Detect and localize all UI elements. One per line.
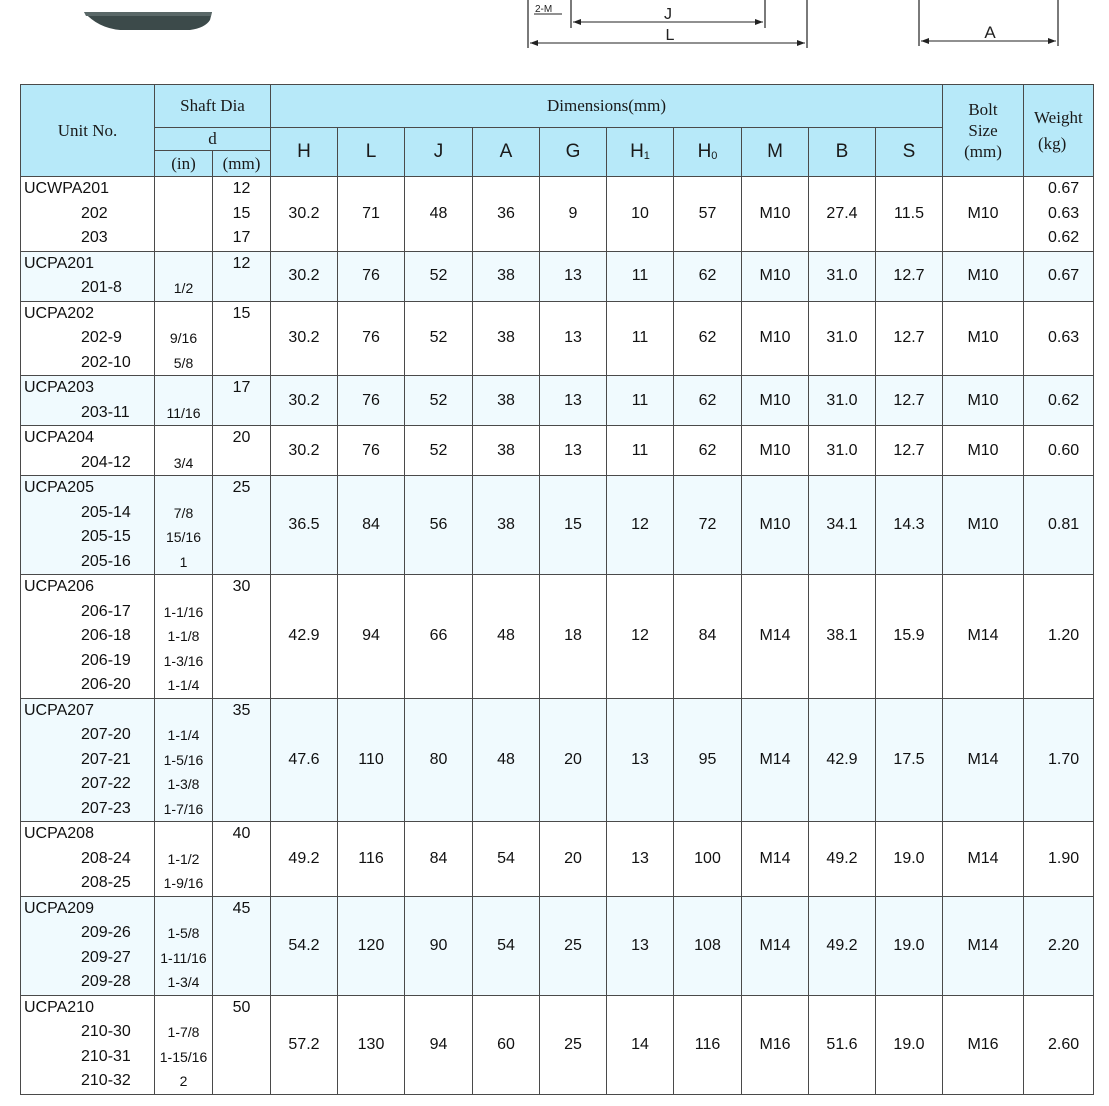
shaft-inch: 1/2: [173, 280, 194, 296]
unit-no-cell: [21, 896, 155, 995]
dim-h-cell: 47.6: [271, 698, 338, 822]
dim-a-cell: 38: [473, 376, 540, 426]
dim-m-cell: M16: [742, 995, 809, 1094]
shaft-inch-cell: [155, 376, 213, 426]
dim-a-cell: 48: [473, 698, 540, 822]
unit-no-cell: [21, 376, 155, 426]
dim-l-cell: 76: [338, 251, 405, 301]
bolt-size-cell: M10: [943, 376, 1024, 426]
table-body: [21, 177, 1094, 1095]
dim-b-cell: 38.1: [809, 575, 876, 699]
bolt-size-cell: M16: [943, 995, 1024, 1094]
shaft-inch: 1-5/16: [163, 751, 204, 768]
shaft-inch: 15/16: [165, 529, 202, 545]
table-row: [21, 698, 1094, 822]
dim-j-cell: 90: [405, 896, 473, 995]
shaft-inch: 1-1/2: [167, 850, 200, 867]
dim-s-cell: 15.9: [876, 575, 943, 699]
shaft-inch: 1-3/4: [167, 974, 200, 990]
header-dim-j: J: [405, 128, 473, 177]
bolt-size-cell: M10: [943, 426, 1024, 476]
shaft-inch: 1-7/8: [167, 1024, 200, 1040]
shaft-mm: 15: [232, 304, 251, 322]
dim-b-cell: 51.6: [809, 995, 876, 1094]
dim-h0-cell: 95: [674, 698, 742, 822]
shaft-inch: 1-7/16: [163, 800, 204, 817]
shaft-inch: 1-3/16: [163, 652, 204, 669]
dim-l-cell: 84: [338, 476, 405, 575]
dim-h1-cell: 13: [607, 822, 674, 897]
dim-l-cell: 76: [338, 301, 405, 376]
shaft-inch-cell: [155, 251, 213, 301]
dim-h1-cell: 14: [607, 995, 674, 1094]
dim-b-cell: 27.4: [809, 177, 876, 252]
dim-a-cell: 38: [473, 301, 540, 376]
header-dim-l: L: [338, 128, 405, 177]
shaft-inch: 5/8: [173, 354, 194, 371]
header-in: (in): [155, 151, 213, 177]
dim-j-cell: 66: [405, 575, 473, 699]
unit-no: 206-17: [81, 602, 131, 620]
dim-g-cell: 13: [540, 301, 607, 376]
unit-no: 206-20: [81, 676, 131, 693]
dim-h-cell: 49.2: [271, 822, 338, 897]
unit-no: 206-18: [81, 627, 131, 644]
dim-h1-cell: 11: [607, 301, 674, 376]
shaft-mm-cell: [213, 251, 271, 301]
dim-b-cell: 31.0: [809, 301, 876, 376]
dim-l-cell: 76: [338, 426, 405, 476]
dim-a-label: A: [984, 23, 996, 42]
weight-cell: 0.67: [1024, 251, 1094, 301]
unit-no-cell: [21, 426, 155, 476]
weight-cell: 1.70: [1024, 698, 1094, 822]
dim-h0-cell: 62: [674, 426, 742, 476]
shaft-inch-cell: [155, 575, 213, 699]
header-dim-h0: $H_0$: [674, 128, 742, 177]
unit-no: 209-28: [81, 973, 131, 990]
bolt-size-cell: M14: [943, 822, 1024, 897]
dim-a-cell: 54: [473, 896, 540, 995]
shaft-mm: 15: [232, 204, 251, 222]
weight-cell: 0.62: [1024, 376, 1094, 426]
table-row: [21, 301, 1094, 376]
unit-no-cell: [21, 575, 155, 699]
shaft-inch: 3/4: [173, 454, 194, 471]
dim-j-label: J: [664, 6, 672, 23]
table-row: [21, 575, 1094, 699]
dim-j-cell: 52: [405, 426, 473, 476]
shaft-inch: 7/8: [173, 504, 194, 521]
dim-g-cell: 20: [540, 698, 607, 822]
unit-no-cell: [21, 177, 155, 252]
dim-j-cell: 80: [405, 698, 473, 822]
weight-value: 0.67: [1048, 180, 1080, 197]
shaft-mm: 45: [232, 899, 251, 917]
shaft-inch-cell: [155, 995, 213, 1094]
table-row: [21, 476, 1094, 575]
dimension-drawing: [0, 0, 1109, 80]
unit-no: 202-9: [81, 329, 122, 346]
dim-g-cell: 18: [540, 575, 607, 699]
weight-cell: 2.60: [1024, 995, 1094, 1094]
bolt-size-cell: M14: [943, 698, 1024, 822]
dim-m-cell: M10: [742, 426, 809, 476]
unit-no: 207-22: [81, 775, 131, 792]
unit-no: 209-27: [81, 948, 131, 966]
unit-no: 206-19: [81, 651, 131, 669]
dim-j-cell: 52: [405, 301, 473, 376]
dim-b-cell: 31.0: [809, 426, 876, 476]
unit-no-cell: [21, 995, 155, 1094]
unit-no: 205-15: [81, 528, 131, 545]
dim-m-cell: M10: [742, 376, 809, 426]
unit-no: 205-14: [81, 503, 131, 521]
unit-no: 202: [81, 204, 108, 222]
dim-m-cell: M14: [742, 896, 809, 995]
dim-m-cell: M10: [742, 177, 809, 252]
table-row: [21, 376, 1094, 426]
dim-h-cell: 30.2: [271, 301, 338, 376]
dim-j-cell: 52: [405, 251, 473, 301]
header-dim-a: A: [473, 128, 540, 177]
dim-h0-cell: 100: [674, 822, 742, 897]
header-dimensions: Dimensions(mm): [271, 85, 943, 128]
dim-h1-cell: 13: [607, 698, 674, 822]
weight-cell: 2.20: [1024, 896, 1094, 995]
unit-no: 208-25: [81, 874, 131, 891]
table-row: [21, 822, 1094, 897]
dim-l-cell: 71: [338, 177, 405, 252]
shaft-mm-cell: [213, 995, 271, 1094]
weight-cell: 0.60: [1024, 426, 1094, 476]
shaft-mm: 35: [232, 701, 251, 719]
dim-h0-cell: 62: [674, 251, 742, 301]
dim-h-cell: 30.2: [271, 426, 338, 476]
weight-cell: 0.81: [1024, 476, 1094, 575]
shaft-inch: 1-15/16: [159, 1048, 208, 1065]
bolt-size-cell: M10: [943, 251, 1024, 301]
dim-g-cell: 13: [540, 251, 607, 301]
dim-j-cell: 48: [405, 177, 473, 252]
dim-l-cell: 76: [338, 376, 405, 426]
dim-frag-label: 2-M: [535, 4, 553, 15]
table-row: [21, 896, 1094, 995]
unit-no: UCPA204: [24, 429, 94, 446]
dim-b-cell: 31.0: [809, 251, 876, 301]
unit-no: 207-20: [81, 726, 131, 743]
shaft-mm: 12: [232, 254, 251, 272]
dim-l-cell: 120: [338, 896, 405, 995]
unit-no: UCPA208: [24, 825, 94, 842]
unit-no-cell: [21, 251, 155, 301]
unit-no: 210-30: [81, 1023, 131, 1040]
dim-h1-cell: 11: [607, 376, 674, 426]
unit-no: 205-16: [81, 552, 131, 570]
unit-no: 201-8: [81, 279, 122, 296]
unit-no: 210-31: [81, 1047, 131, 1065]
shaft-mm-cell: [213, 426, 271, 476]
shaft-mm-cell: [213, 301, 271, 376]
shaft-mm-cell: [213, 476, 271, 575]
weight-value: 0.63: [1048, 204, 1080, 222]
shaft-inch: 1-1/4: [167, 677, 200, 693]
dim-l-cell: 130: [338, 995, 405, 1094]
shaft-mm-cell: [213, 177, 271, 252]
unit-no: UCPA203: [24, 379, 94, 396]
dim-h0-cell: 72: [674, 476, 742, 575]
dim-a-cell: 60: [473, 995, 540, 1094]
dim-g-cell: 9: [540, 177, 607, 252]
weight-cell: 0.63: [1024, 301, 1094, 376]
dim-h-cell: 30.2: [271, 177, 338, 252]
bolt-size-cell: M14: [943, 575, 1024, 699]
weight-cell: 1.90: [1024, 822, 1094, 897]
dim-m-cell: M14: [742, 822, 809, 897]
unit-no-cell: [21, 301, 155, 376]
dim-g-cell: 25: [540, 995, 607, 1094]
dim-h-cell: 57.2: [271, 995, 338, 1094]
shaft-inch: 9/16: [169, 330, 198, 346]
dim-s-cell: 17.5: [876, 698, 943, 822]
dim-m-cell: M14: [742, 698, 809, 822]
dim-h1-cell: 12: [607, 575, 674, 699]
unit-no: UCPA210: [24, 998, 94, 1016]
dim-s-cell: 14.3: [876, 476, 943, 575]
dim-s-cell: 12.7: [876, 251, 943, 301]
dim-a-cell: 38: [473, 476, 540, 575]
shaft-mm: 20: [232, 429, 251, 446]
shaft-inch-cell: [155, 426, 213, 476]
table-row: [21, 177, 1094, 252]
dim-j-cell: 94: [405, 995, 473, 1094]
shaft-mm: 12: [232, 180, 251, 197]
header-dim-m: M: [742, 128, 809, 177]
dim-h0-cell: 84: [674, 575, 742, 699]
header-dim-h: H: [271, 128, 338, 177]
dim-b-cell: 31.0: [809, 376, 876, 426]
dim-s-cell: 11.5: [876, 177, 943, 252]
table-row: [21, 251, 1094, 301]
shaft-mm-cell: [213, 896, 271, 995]
dim-s-cell: 12.7: [876, 376, 943, 426]
shaft-inch: 2: [179, 1073, 188, 1089]
dim-h-cell: 30.2: [271, 376, 338, 426]
shaft-inch: 1-1/8: [167, 628, 200, 644]
dim-m-cell: M10: [742, 251, 809, 301]
shaft-inch-cell: [155, 822, 213, 897]
dim-h0-cell: 108: [674, 896, 742, 995]
dim-a-cell: 54: [473, 822, 540, 897]
dim-a-cell: 48: [473, 575, 540, 699]
dim-l-label: L: [665, 27, 675, 44]
unit-no: 203: [81, 229, 108, 246]
header-unit-no: Unit No.: [21, 85, 155, 177]
dim-h1-cell: 11: [607, 426, 674, 476]
dim-b-cell: 34.1: [809, 476, 876, 575]
dim-g-cell: 13: [540, 376, 607, 426]
unit-no: 208-24: [81, 849, 131, 867]
dim-l-cell: 110: [338, 698, 405, 822]
dim-s-cell: 19.0: [876, 896, 943, 995]
dim-g-cell: 20: [540, 822, 607, 897]
unit-no: 209-26: [81, 924, 131, 941]
weight-cell: [1024, 177, 1094, 252]
dim-g-cell: 15: [540, 476, 607, 575]
shaft-inch: 1-1/4: [167, 727, 200, 743]
header-shaft-dia: Shaft Dia: [155, 85, 271, 128]
shaft-inch: 1: [179, 553, 188, 570]
dim-h1-cell: 12: [607, 476, 674, 575]
dim-s-cell: 12.7: [876, 301, 943, 376]
unit-no: UCPA207: [24, 701, 94, 719]
header-dim-b: B: [809, 128, 876, 177]
unit-no-cell: [21, 822, 155, 897]
shaft-inch-cell: [155, 698, 213, 822]
dim-j-cell: 84: [405, 822, 473, 897]
unit-no: 203-11: [81, 403, 130, 421]
dim-j-cell: 52: [405, 376, 473, 426]
header-dim-s: S: [876, 128, 943, 177]
unit-no: UCPA205: [24, 479, 94, 496]
bolt-size-cell: M10: [943, 301, 1024, 376]
unit-no: UCWPA201: [24, 180, 110, 197]
dim-h-cell: 36.5: [271, 476, 338, 575]
dim-m-cell: M10: [742, 301, 809, 376]
dim-h0-cell: 62: [674, 301, 742, 376]
dim-s-cell: 12.7: [876, 426, 943, 476]
dim-h0-cell: 57: [674, 177, 742, 252]
unit-no: UCPA201: [24, 254, 94, 272]
dim-m-cell: M14: [742, 575, 809, 699]
shaft-inch-cell: [155, 476, 213, 575]
shaft-mm: 50: [232, 998, 251, 1016]
shaft-inch: 1-11/16: [160, 949, 207, 966]
unit-no-cell: [21, 476, 155, 575]
dim-m-cell: M10: [742, 476, 809, 575]
dim-h1-cell: 11: [607, 251, 674, 301]
dim-b-cell: 42.9: [809, 698, 876, 822]
dim-h1-cell: 10: [607, 177, 674, 252]
bolt-size-cell: M10: [943, 177, 1024, 252]
shaft-mm-cell: [213, 698, 271, 822]
shaft-inch: 1-5/8: [167, 925, 200, 941]
header-mm: (mm): [213, 151, 271, 177]
unit-no: 207-21: [81, 750, 131, 768]
dim-j-cell: 56: [405, 476, 473, 575]
unit-no: 202-10: [81, 353, 131, 371]
unit-no: 204-12: [81, 453, 131, 471]
dim-g-cell: 25: [540, 896, 607, 995]
shaft-mm: 17: [232, 229, 251, 246]
unit-no: UCPA206: [24, 578, 94, 595]
shaft-mm-cell: [213, 575, 271, 699]
dim-a-cell: 38: [473, 251, 540, 301]
dim-b-cell: 49.2: [809, 896, 876, 995]
header-dim-h1: $H_1$: [607, 128, 674, 177]
header-d: d: [155, 128, 271, 151]
shaft-mm: 17: [232, 379, 251, 396]
shaft-mm: 25: [232, 479, 251, 496]
dim-h1-cell: 13: [607, 896, 674, 995]
dim-h-cell: 54.2: [271, 896, 338, 995]
header-bolt-size: Bolt Size (mm): [943, 85, 1024, 177]
unit-no-cell: [21, 698, 155, 822]
shaft-inch-cell: [155, 896, 213, 995]
unit-no: 210-32: [81, 1072, 131, 1089]
unit-no: 207-23: [81, 799, 131, 817]
shaft-mm-cell: [213, 376, 271, 426]
unit-no: UCPA209: [24, 899, 94, 917]
dim-s-cell: 19.0: [876, 995, 943, 1094]
bolt-size-cell: M10: [943, 476, 1024, 575]
shaft-mm: 30: [232, 578, 251, 595]
dim-s-cell: 19.0: [876, 822, 943, 897]
shaft-mm-cell: [213, 822, 271, 897]
dim-h0-cell: 116: [674, 995, 742, 1094]
dim-h0-cell: 62: [674, 376, 742, 426]
specification-table: [20, 84, 1094, 1095]
shaft-inch: 1-1/16: [163, 603, 204, 620]
header-dim-g: G: [540, 128, 607, 177]
bolt-size-cell: M14: [943, 896, 1024, 995]
shaft-mm: 40: [232, 825, 251, 842]
unit-no: UCPA202: [24, 304, 94, 322]
dim-h-cell: 42.9: [271, 575, 338, 699]
shaft-inch: 1-9/16: [163, 875, 204, 891]
dim-l-cell: 116: [338, 822, 405, 897]
dim-h-cell: 30.2: [271, 251, 338, 301]
table-row: [21, 426, 1094, 476]
weight-value: 0.62: [1048, 229, 1080, 246]
header-weight: Weight (kg): [1024, 85, 1094, 177]
dim-l-cell: 94: [338, 575, 405, 699]
dim-a-cell: 38: [473, 426, 540, 476]
shaft-inch-cell: [155, 177, 213, 252]
dim-b-cell: 49.2: [809, 822, 876, 897]
shaft-inch: 11/16: [166, 404, 201, 421]
table-row: [21, 995, 1094, 1094]
shaft-inch-cell: [155, 301, 213, 376]
dim-g-cell: 13: [540, 426, 607, 476]
shaft-inch: 1-3/8: [167, 776, 200, 792]
weight-cell: 1.20: [1024, 575, 1094, 699]
dim-a-cell: 36: [473, 177, 540, 252]
